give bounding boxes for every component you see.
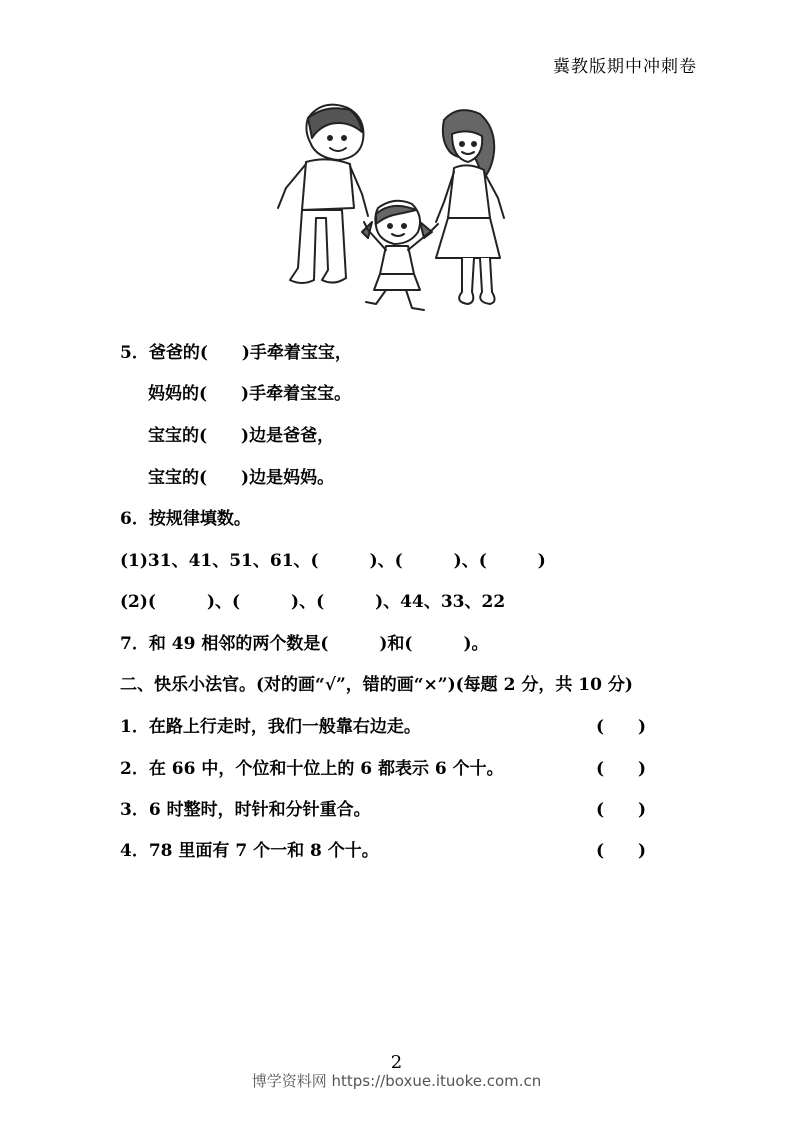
header-title: 冀教版期中冲刺卷 [553, 57, 697, 77]
question-5-line-4: 宝宝的( )边是妈妈。 [148, 468, 335, 488]
judge-item-1: 1．在路上行走时，我们一般靠右边走。 [120, 717, 421, 737]
answer-paren-2: ( ) [596, 759, 647, 779]
question-5-line-3: 宝宝的( )边是爸爸， [148, 426, 335, 446]
question-5-line-2: 妈妈的( )手牵着宝宝。 [148, 384, 352, 404]
judge-item-4: 4．78 里面有 7 个一和 8 个十。 [120, 841, 379, 861]
answer-paren-3: ( ) [596, 800, 647, 820]
page-number: 2 [390, 1052, 403, 1073]
question-5-line-1: 5．爸爸的( )手牵着宝宝， [120, 343, 352, 363]
question-7: 7．和 49 相邻的两个数是( )和( )。 [120, 634, 489, 654]
footer-watermark: 博学资料网 https://boxue.ituoke.com.cn [251, 1072, 542, 1090]
judge-item-3: 3．6 时整时，时针和分针重合。 [120, 800, 371, 820]
judge-item-2: 2．在 66 中，个位和十位上的 6 都表示 6 个十。 [120, 759, 504, 779]
question-6-line-2: (2)( )、( )、( )、44、33、22 [120, 592, 506, 612]
family-illustration [268, 98, 528, 320]
answer-paren-1: ( ) [596, 717, 647, 737]
question-6-title: 6．按规律填数。 [120, 509, 251, 529]
section-2-title: 二、快乐小法官。(对的画“√”，错的画“×”)(每题 2 分，共 10 分) [120, 675, 633, 695]
question-6-line-1: (1)31、41、51、61、( )、( )、( ) [120, 551, 546, 571]
answer-paren-4: ( ) [596, 841, 647, 861]
